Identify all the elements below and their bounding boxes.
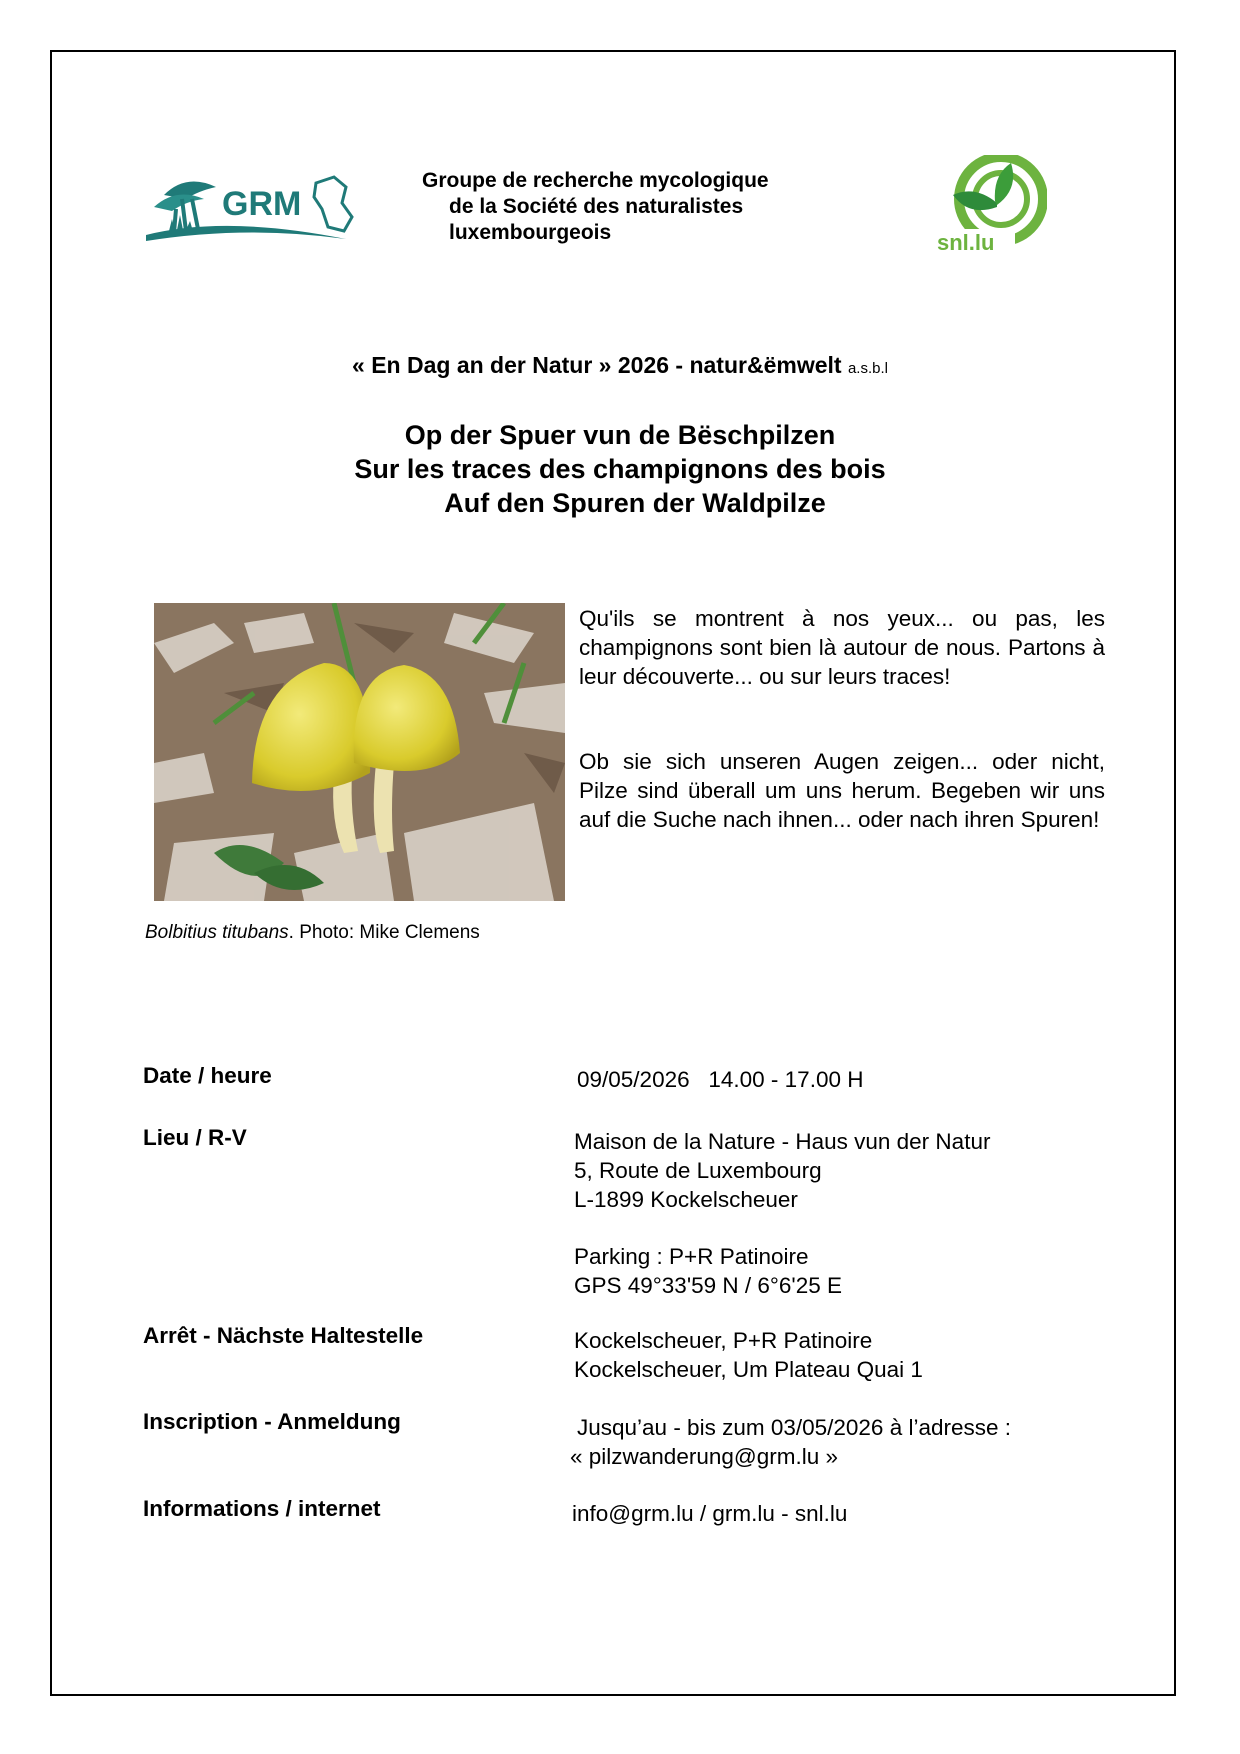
org-line: luxembourgeois xyxy=(449,221,612,244)
org-line: de la Société des naturalistes xyxy=(449,195,744,218)
intro-de: Ob sie sich unseren Augen zeigen... oder nicht, Pilze sind überall um uns herum. Begeben wir uns auf die Suche nach ihnen... oder nach ihren Spuren! xyxy=(579,749,1105,832)
date-value: 09/05/2026 14.00 - 17.00 H xyxy=(577,1067,864,1092)
stop-label: Arrêt - Nächste Haltestelle xyxy=(143,1323,424,1348)
intro-fr: Qu'ils se montrent à nos yeux... ou pas, les champignons sont bien là autour de nous. Partons à leur découverte... ou sur leurs traces! xyxy=(579,606,1105,689)
place-label: Lieu / R-V xyxy=(143,1125,247,1150)
species-name: Bolbitius titubans xyxy=(145,922,289,943)
photo-caption xyxy=(145,922,480,944)
parking-info: Parking : P+R Patinoire xyxy=(574,1244,809,1269)
registration-email: « pilzwanderung@grm.lu » xyxy=(570,1444,838,1469)
snl-logo xyxy=(935,155,1047,255)
org-line: Groupe de recherche mycologique xyxy=(422,169,769,192)
stop-line: Kockelscheuer, Um Plateau Quai 1 xyxy=(574,1357,923,1382)
place-line: Maison de la Nature - Haus vun der Natur xyxy=(574,1129,991,1154)
internet-label: Informations / internet xyxy=(143,1496,381,1521)
stop-line: Kockelscheuer, P+R Patinoire xyxy=(574,1328,873,1353)
intro-text xyxy=(579,604,1105,890)
grm-logo xyxy=(146,165,368,247)
gps-coordinates: GPS 49°33'59 N / 6°6'25 E xyxy=(574,1273,843,1298)
mushroom-photo xyxy=(154,603,565,901)
registration-label: Inscription - Anmeldung xyxy=(143,1409,401,1434)
event-name: « En Dag an der Natur » 2026 - natur&ëmwelt xyxy=(352,352,842,378)
title-fr: Sur les traces des champignons des bois xyxy=(354,454,886,484)
date-label: Date / heure xyxy=(143,1063,272,1088)
registration-line: Jusqu’au - bis zum 03/05/2026 à l’adresse : xyxy=(577,1415,1012,1440)
photo-credit: . Photo: Mike Clemens xyxy=(288,922,480,943)
event-suffix: a.s.b.l xyxy=(847,360,888,377)
place-line: 5, Route de Luxembourg xyxy=(574,1158,822,1183)
event-line xyxy=(0,352,1240,379)
place-line: L-1899 Kockelscheuer xyxy=(574,1187,798,1212)
title-lb: Op der Spuer vun de Bëschpilzen xyxy=(404,420,836,450)
organization-name xyxy=(422,168,769,246)
page-titles xyxy=(0,418,1240,520)
title-de: Auf den Spuren der Waldpilze xyxy=(444,488,826,518)
internet-value: info@grm.lu / grm.lu - snl.lu xyxy=(572,1501,848,1526)
snl-logo-text: snl.lu xyxy=(937,230,995,255)
grm-logo-text: GRM xyxy=(222,185,302,223)
